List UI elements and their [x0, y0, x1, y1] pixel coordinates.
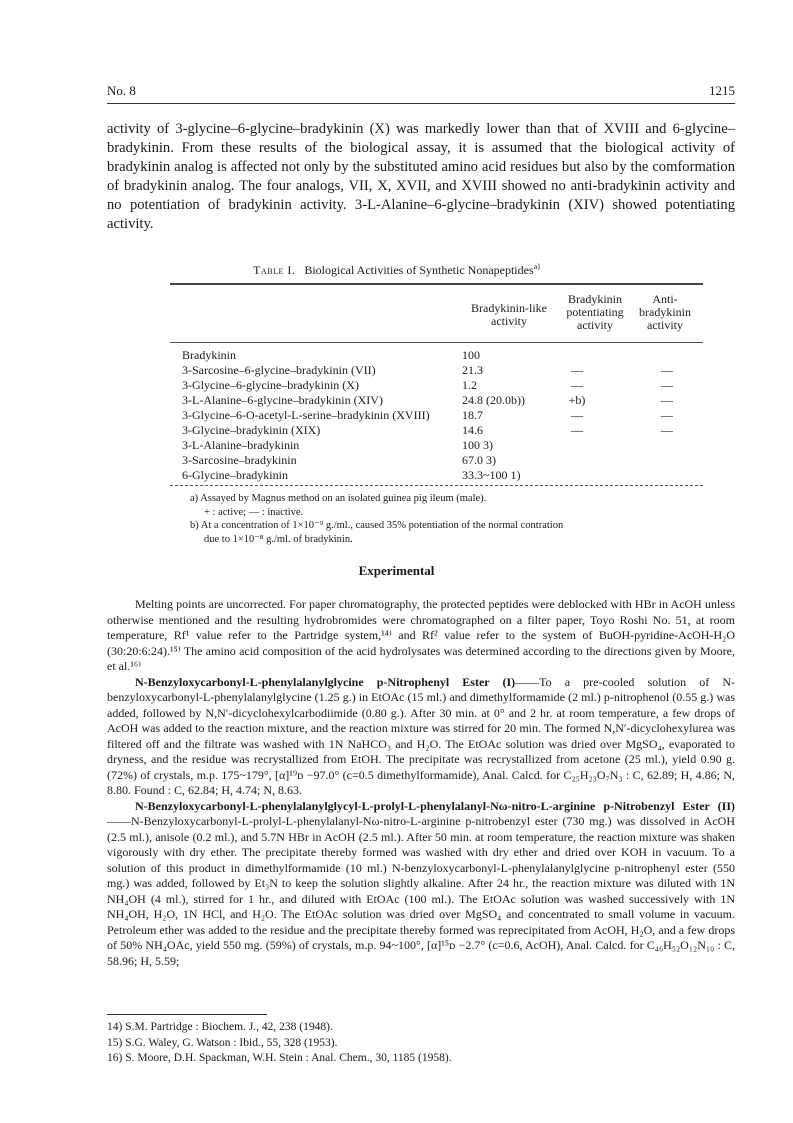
header-line: activity	[491, 314, 527, 328]
header-line: Anti-	[652, 292, 678, 306]
journal-issue: No. 8	[107, 83, 136, 98]
header-line: Bradykinin-like	[471, 301, 547, 315]
header-line: activity	[647, 318, 683, 332]
reference: 14) S.M. Partridge : Biochem. J., 42, 238 (1948).	[107, 1021, 333, 1033]
compound-heading: N-Benzyloxycarbonyl-L-phenylalanylglycyl-L-prolyl-L-phenylalanyl-Nω-nitro-L-arginine p-Nitrobenzyl Ester (II)	[135, 798, 735, 813]
footnote-rule	[107, 1014, 267, 1015]
table-row	[182, 348, 702, 363]
anti-cell: —	[661, 378, 673, 392]
potentiating-cell: —	[571, 363, 583, 377]
table-notes	[190, 492, 710, 546]
anti-cell: —	[661, 423, 673, 437]
intro-paragraph: activity of 3-glycine–6-glycine–bradykinin (X) was markedly lower than that of XVIII and 6-glycine–bradykinin. From these results of the biological assay, it is assumed that the biological activity of bradykinin analog is affected not only by the substituted amino acid residues but also by the comformation of bradykinin analog. The four analogs, VII, X, XVII, and XVIII showed no anti-bradykinin activity and no potentiation of bradykinin activity. 3-L-Alanine–6-glycine–bradykinin (XIV) showed potentiating activity.	[107, 121, 735, 232]
activity-cell: 1.2	[462, 378, 477, 392]
table-note: a) Assayed by Magnus method on an isolated guinea pig ileum (male).	[190, 493, 487, 504]
table-note: b) At a concentration of 1×10⁻⁹ g./ml., caused 35% potentiation of the normal contration	[190, 520, 564, 531]
header-bradykinin-like	[463, 302, 555, 328]
activity-cell: 100	[462, 348, 480, 362]
reference: 16) S. Moore, D.H. Spackman, W.H. Stein : Anal. Chem., 30, 1185 (1958).	[107, 1052, 452, 1064]
references	[107, 1020, 735, 1067]
activity-cell: 18.7	[462, 408, 483, 422]
potentiating-cell: —	[571, 378, 583, 392]
header-rule	[107, 103, 735, 104]
activity-cell: 14.6	[462, 423, 483, 437]
compound-heading: N-Benzyloxycarbonyl-L-phenylalanylglycine p-Nitrophenyl Ester (I)	[135, 674, 516, 689]
compound-cell: Bradykinin	[182, 348, 236, 362]
table-note: due to 1×10⁻⁸ g./ml. of bradykinin.	[204, 533, 353, 545]
compound-cell: 3-Glycine–6-O-acetyl-L-serine–bradykinin (XVIII)	[182, 408, 430, 422]
table-label: Table I.	[253, 263, 296, 277]
paragraph	[107, 597, 735, 675]
table-caption	[0, 262, 793, 278]
activity-cell: 24.8 (20.0b))	[462, 393, 525, 407]
anti-cell: —	[661, 393, 673, 407]
compound-cell: 3-Sarcosine–6-glycine–bradykinin (VII)	[182, 363, 376, 377]
anti-cell: —	[661, 408, 673, 422]
experimental-body	[107, 597, 735, 969]
paragraph	[107, 675, 735, 799]
header-line: potentiating	[566, 305, 624, 319]
table-header-rule	[170, 342, 703, 343]
activity-cell: 33.3~100 1)	[462, 468, 521, 482]
header-potentiating	[560, 293, 630, 332]
activity-cell: 67.0 3)	[462, 453, 496, 467]
table-row	[182, 453, 702, 468]
header-anti-bradykinin	[632, 293, 698, 332]
compound-cell: 3-Glycine–bradykinin (XIX)	[182, 423, 321, 437]
paragraph-text: Melting points are uncorrected. For paper chromatography, the protected peptides were deblocked with HBr in AcOH unless otherwise mentioned and the resulting hydrobromides were chromatographed on a filter paper, Toyo Roshi No. 51, at room temperature, Rf¹ value refer to the Partridge system,¹⁴⁾ and Rf² value refer to the system of BuOH-pyridine-AcOH-H₂O (30:20:6:24).¹⁵⁾ The amino acid composition of the acid hydrolysates was determined according to the directions given by Moore, et al.¹⁶⁾	[107, 597, 735, 673]
header-line: bradykinin	[639, 305, 691, 319]
paragraph-text: ——N-Benzyloxycarbonyl-L-prolyl-L-phenylalanyl-Nω-nitro-L-arginine p-nitrobenzyl ester (730 mg.) was dissolved in AcOH (2.5 ml.), anisole (0.2 ml.), and 5.7N HBr in AcOH (2.5 ml.). After 50 min. at room temperature, the reaction mixture was shaken vigorously with dry ether. The precipitate thereby formed was washed with dry ether and dried over KOH in vacuum. To a solution of this product in dimethylformamide (10 ml.) N-benzyloxycarbonyl-L-phenylalanylglycine p-nitrophenyl ester (550 mg.) was added, followed by Et₃N to keep the solution slightly alkaline. After 24 hr., the reaction mixture was diluted with 1N NH₄OH (4 ml.), stirred for 1 hr., and diluted with EtOAc (100 ml.). The EtOAc solution was washed successively with 1N NH₄OH, H₂O, 1N HCl, and H₂O. The EtOAc solution was dried over MgSO₄ and concentrated to small volume in vacuum. Petroleum ether was added to the residue and the precipitate thereby formed was reprecipitated from AcOH, H₂O, and a few drops of 50% NH₄OAc, yield 550 mg. (59%) of crystals, m.p. 94~100°, [α]¹⁵ᴅ −2.7° (c=0.6, AcOH), Anal. Calcd. for C₄₆H₅₂O₁₂N₁₀ : C, 58.96; H, 5.59;	[107, 814, 735, 968]
reference: 15) S.G. Waley, G. Watson : Ibid., 55, 328 (1953).	[107, 1036, 338, 1049]
potentiating-cell: —	[571, 423, 583, 437]
compound-cell: 3-L-Alanine–bradykinin	[182, 438, 300, 452]
table-row	[182, 363, 702, 378]
table-top-rule	[170, 283, 703, 285]
paragraph-text: ——To a pre-cooled solution of N-benzyloxycarbonyl-L-phenylalanylglycine (1.25 g.) in EtOAc (15 ml.) and dimethylformamide (2 ml.) p-nitrophenol (0.55 g.) was added, followed by N,N′-dicyclohexylcarbodiimide (0.80 g.). After 30 min. at 0° and 2 hr. at room temperature, a few drops of AcOH was added to the reaction mixture, and the reaction mixture was stirred for 20 min. The formed N,N′-dicyclohexylurea was filtered off and the filtrate was washed with 1N NaHCO₃ and H₂O. The EtOAc solution was dried over MgSO₄, evaporated to dryness, and the residue was recrystallized from EtOH. The precipitate was recrystallized from acetone (25 ml.), yield 0.90 g. (72%) of crystals, m.p. 175~179°, [α]¹⁹ᴅ −97.0° (c=0.5 dimethylformamide), Anal. Calcd. for C₂₅H₂₃O₇N₃ : C, 62.89; H, 4.86; N, 8.80. Found : C, 62.84; H, 4.74; N, 8.63.	[107, 674, 735, 797]
table-row	[182, 393, 702, 408]
table-row	[182, 378, 702, 393]
compound-cell: 3-Glycine–6-glycine–bradykinin (X)	[182, 378, 359, 392]
activity-cell: 21.3	[462, 363, 483, 377]
table-title-note: a)	[533, 262, 540, 271]
table-note: + : active; — : inactive.	[204, 506, 304, 518]
page-number: 1215	[709, 83, 735, 98]
anti-cell: —	[661, 363, 673, 377]
compound-cell: 3-Sarcosine–bradykinin	[182, 453, 297, 467]
table-row	[182, 423, 702, 438]
running-head	[107, 83, 735, 99]
potentiating-cell: —	[571, 408, 583, 422]
header-line: activity	[577, 318, 613, 332]
table-row	[182, 408, 702, 423]
activity-cell: 100 3)	[462, 438, 493, 452]
section-title: Experimental	[358, 563, 435, 578]
potentiating-cell: +b)	[568, 393, 586, 407]
header-line: Bradykinin	[568, 292, 622, 306]
compound-cell: 3-L-Alanine–6-glycine–bradykinin (XIV)	[182, 393, 383, 407]
compound-cell: 6-Glycine–bradykinin	[182, 468, 288, 482]
table-row	[182, 468, 702, 483]
table-bottom-rule	[170, 485, 703, 486]
paragraph	[107, 799, 735, 970]
table-title: Biological Activities of Synthetic Nonapeptides	[304, 263, 534, 277]
table-row	[182, 438, 702, 453]
